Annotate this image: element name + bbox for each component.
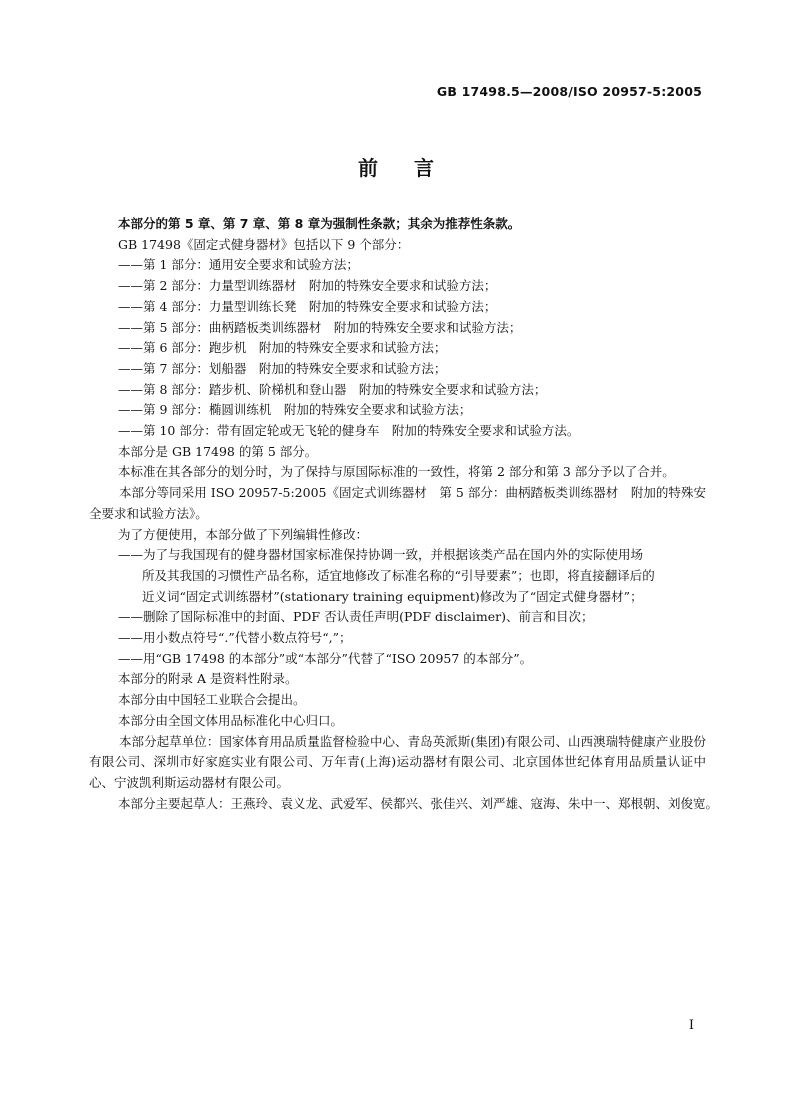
paragraph-merge-note: 本标准在其各部分的划分时，为了保持与原国际标准的一致性，将第 2 部分和第 3 部分予以了合并。 — [118, 464, 675, 480]
paragraph-administrator: 本部分由全国文体用品标准化中心归口。 — [118, 712, 344, 728]
standard-number: GB 17498.5—2008/ISO 20957-5:2005 — [436, 84, 702, 99]
list-item-part: ——第 6 部分：跑步机 附加的特殊安全要求和试验方法； — [118, 340, 447, 356]
paragraph-proposer: 本部分由中国轻工业联合会提出。 — [118, 692, 306, 708]
document-body — [89, 214, 719, 814]
paragraph-part-number: 本部分是 GB 17498 的第 5 部分。 — [118, 443, 318, 459]
page-title: 前言 — [358, 156, 470, 180]
list-item-part: ——第 5 部分：曲柄踏板类训练器材 附加的特殊安全要求和试验方法； — [118, 319, 522, 335]
paragraph-appendix: 本部分的附录 A 是资料性附录。 — [118, 671, 298, 687]
list-item-edit — [94, 545, 706, 607]
paragraph-drafters: 本部分主要起草人：王燕玲、袁义龙、武爱军、侯都兴、张佳兴、刘严雄、寇海、朱中一、郑根朝、刘俊宽。 — [118, 795, 719, 811]
list-item-edit: ——用“GB 17498 的本部分”或“本部分”代替了“ISO 20957 的本部分”。 — [118, 650, 533, 666]
edit-line: ——为了与我国现有的健身器材国家标准保持协调一致，并根据该类产品在国内外的实际使用场 — [118, 547, 644, 563]
edit-line: 近义词“固定式训练器材”(stationary training equipment)修改为了“固定式健身器材”； — [142, 588, 643, 604]
paragraph-adoption: 本部分等同采用 ISO 20957-5:2005《固定式训练器材 第 5 部分：曲柄踏板类训练器材 附加的特殊安全要求和试验方法》。 — [89, 485, 706, 521]
list-item-part: ——第 7 部分：划船器 附加的特殊安全要求和试验方法； — [118, 360, 447, 376]
list-item-part: ——第 8 部分：踏步机、阶梯机和登山器 附加的特殊安全要求和试验方法； — [118, 381, 547, 397]
paragraph-edit-intro: 为了方便使用，本部分做了下列编辑性修改： — [118, 526, 369, 542]
list-item-edit: ——用小数点符号“.”代替小数点符号“,”； — [118, 630, 352, 646]
paragraph-drafting-units: 本部分起草单位：国家体育用品质量监督检验中心、青岛英派斯(集团)有限公司、山西澳瑞特健康产业股份有限公司、深圳市好家庭实业有限公司、万年青(上海)运动器材有限公司、北京国体世纪体育用品质量认证中心、宁波凯利斯运动器材有限公司。 — [89, 733, 706, 790]
list-item-part: ——第 10 部分：带有固定轮或无飞轮的健身车 附加的特殊安全要求和试验方法。 — [118, 423, 580, 439]
list-item-part: ——第 2 部分：力量型训练器材 附加的特殊安全要求和试验方法； — [118, 278, 497, 294]
list-item-part: ——第 4 部分：力量型训练长凳 附加的特殊安全要求和试验方法； — [118, 298, 497, 314]
list-item-part: ——第 9 部分：椭圆训练机 附加的特殊安全要求和试验方法； — [118, 402, 472, 418]
paragraph-mandatory-clauses: 本部分的第 5 章、第 7 章、第 8 章为强制性条款；其余为推荐性条款。 — [118, 216, 521, 231]
page-number: I — [688, 1018, 694, 1033]
paragraph-parts-intro: GB 17498《固定式健身器材》包括以下 9 个部分： — [118, 236, 410, 252]
list-item-part: ——第 1 部分：通用安全要求和试验方法； — [118, 257, 359, 273]
edit-line: 所及其我国的习惯性产品名称，适宜地修改了标准名称的“引导要素”；也即，将直接翻译后的 — [142, 567, 655, 583]
list-item-edit: ——删除了国际标准中的封面、PDF 否认责任声明(PDF disclaimer)、前言和目次； — [118, 609, 594, 625]
